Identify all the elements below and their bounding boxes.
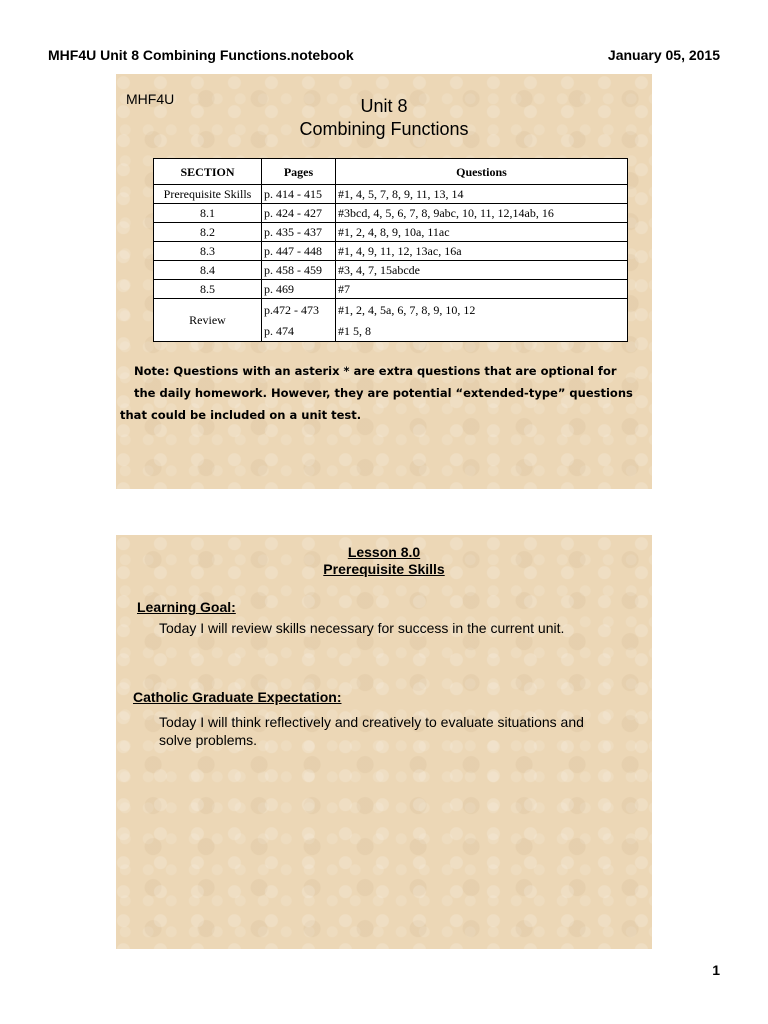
table-row-review — [154, 299, 628, 321]
table-row — [154, 242, 628, 261]
cell-pages: p. 458 - 459 — [262, 261, 336, 280]
title-line-unit: Unit 8 — [360, 96, 408, 116]
cell-questions: #7 — [336, 280, 628, 299]
header-section: SECTION — [154, 159, 262, 185]
table-header-row — [154, 159, 628, 185]
table-row — [154, 261, 628, 280]
notebook-date: January 05, 2015 — [607, 47, 720, 63]
notebook-title: MHF4U Unit 8 Combining Functions.notebook — [48, 47, 354, 63]
header-questions: Questions — [336, 159, 628, 185]
cell-questions: #1 5, 8 — [336, 320, 628, 342]
lesson-subtitle: Prerequisite Skills — [323, 561, 445, 577]
cell-section: 8.3 — [154, 242, 262, 261]
title-line-topic: Combining Functions — [299, 119, 469, 139]
note-line: Note: Questions with an asterix * are extra questions that are optional for — [134, 364, 617, 378]
cell-section: 8.5 — [154, 280, 262, 299]
cell-questions: #3bcd, 4, 5, 6, 7, 8, 9abc, 10, 11, 12,14ab, 16 — [336, 204, 628, 223]
cell-pages: p. 474 — [262, 320, 336, 342]
cge-line: solve problems. — [159, 732, 258, 748]
cell-pages: p. 435 - 437 — [262, 223, 336, 242]
homework-note — [120, 360, 638, 426]
table-row — [154, 223, 628, 242]
slide-unit-overview — [116, 74, 652, 489]
cell-questions: #1, 4, 9, 11, 12, 13ac, 16a — [336, 242, 628, 261]
slide-lesson — [116, 535, 652, 949]
learning-goal-text: Today I will review skills necessary for success in the current unit. — [159, 620, 565, 636]
cell-questions: #1, 2, 4, 5a, 6, 7, 8, 9, 10, 12 — [336, 299, 628, 321]
cell-pages: p. 469 — [262, 280, 336, 299]
header-pages: Pages — [262, 159, 336, 185]
cell-section: Prerequisite Skills — [154, 185, 262, 204]
lesson-number: Lesson 8.0 — [347, 544, 421, 560]
cge-heading: Catholic Graduate Expectation: — [133, 689, 342, 705]
course-code: MHF4U — [126, 91, 175, 107]
cell-pages: p. 447 - 448 — [262, 242, 336, 261]
note-line: the daily homework. However, they are potential “extended-type” questions — [134, 386, 633, 400]
cge-line: Today I will think reflectively and creatively to evaluate situations and — [159, 714, 584, 730]
table-row — [154, 280, 628, 299]
table-row — [154, 204, 628, 223]
cell-pages: p.472 - 473 — [262, 299, 336, 321]
learning-goal-heading: Learning Goal: — [137, 599, 236, 615]
cell-questions: #3, 4, 7, 15abcde — [336, 261, 628, 280]
cell-questions: #1, 2, 4, 8, 9, 10a, 11ac — [336, 223, 628, 242]
table-row — [154, 185, 628, 204]
cell-section: 8.2 — [154, 223, 262, 242]
cge-text — [159, 713, 584, 749]
note-line: that could be included on a unit test. — [120, 408, 362, 422]
cell-section: 8.4 — [154, 261, 262, 280]
cell-pages: p. 424 - 427 — [262, 204, 336, 223]
slide-title — [116, 95, 652, 141]
cell-pages: p. 414 - 415 — [262, 185, 336, 204]
page-number: 1 — [712, 962, 720, 978]
cell-section: 8.1 — [154, 204, 262, 223]
cell-section: Review — [154, 299, 262, 342]
homework-table — [153, 158, 628, 342]
lesson-title — [116, 544, 652, 578]
cell-questions: #1, 4, 5, 7, 8, 9, 11, 13, 14 — [336, 185, 628, 204]
